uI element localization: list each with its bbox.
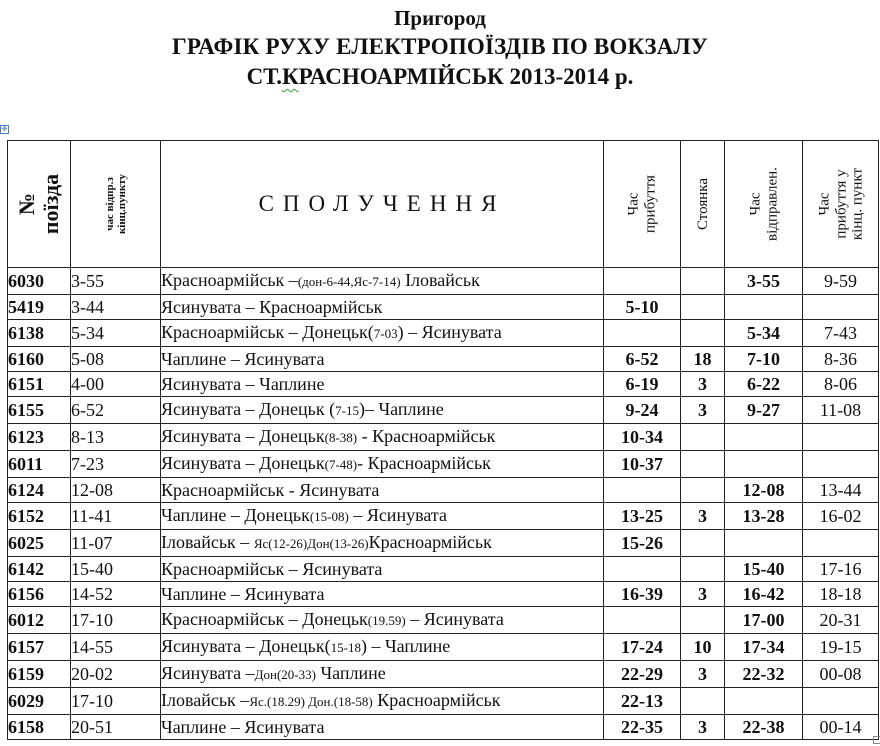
origin-departure-cell: 11-07 [71, 530, 161, 557]
train-number-cell: 6142 [8, 557, 71, 582]
table-row [8, 582, 879, 607]
route-cell [161, 582, 604, 607]
departure-cell: 17-00 [725, 607, 803, 634]
route-cell [161, 715, 604, 740]
origin-departure-cell: 15-40 [71, 557, 161, 582]
stop-duration-cell [681, 530, 725, 557]
header-line: Час [747, 192, 763, 216]
route-segment: Чаплине – Ясинувата [161, 717, 325, 737]
route-cell [161, 397, 604, 424]
destination-arrival-cell [803, 530, 879, 557]
table-row [8, 372, 879, 397]
table-row [8, 397, 879, 424]
stop-duration-cell: 3 [681, 372, 725, 397]
train-number-cell: 6030 [8, 268, 71, 295]
arrival-cell: 10-34 [604, 424, 681, 451]
table-row [8, 530, 879, 557]
route-segment: – Ясинувата [348, 505, 447, 525]
departure-cell: 9-27 [725, 397, 803, 424]
arrival-cell: 22-13 [604, 688, 681, 715]
arrival-cell [604, 268, 681, 295]
table-row [8, 503, 879, 530]
train-number-cell: 6156 [8, 582, 71, 607]
table-row [8, 320, 879, 347]
train-number-cell: 6123 [8, 424, 71, 451]
table-row [8, 347, 879, 372]
route-intermediate-times: 7-15 [335, 403, 359, 418]
route-intermediate-times: (дон-6-44,Яс-7-14) [297, 274, 401, 289]
destination-arrival-cell: 16-02 [803, 503, 879, 530]
stop-duration-cell [681, 424, 725, 451]
route-segment: Красноармійськ – Донецьк [161, 609, 368, 629]
stop-duration-cell: 3 [681, 715, 725, 740]
train-number-cell: 5419 [8, 295, 71, 320]
destination-arrival-cell [803, 424, 879, 451]
table-header-row [8, 141, 879, 268]
table-row [8, 688, 879, 715]
route-cell [161, 372, 604, 397]
arrival-cell: 22-35 [604, 715, 681, 740]
origin-departure-cell: 5-34 [71, 320, 161, 347]
arrival-cell: 6-52 [604, 347, 681, 372]
route-segment: ) – Ясинувата [397, 322, 502, 342]
arrival-cell: 6-19 [604, 372, 681, 397]
route-cell [161, 268, 604, 295]
arrival-cell: 17-24 [604, 634, 681, 661]
route-segment: Красноармійськ [368, 532, 492, 552]
origin-departure-cell: 7-23 [71, 451, 161, 478]
route-intermediate-times: 7-03 [373, 326, 398, 341]
route-intermediate-times: Дон(20-33) [254, 667, 316, 682]
route-cell [161, 557, 604, 582]
route-intermediate-times: Яс(12-26)Дон(13-26) [253, 536, 369, 551]
train-number-cell: 6160 [8, 347, 71, 372]
stop-duration-cell [681, 478, 725, 503]
table-row [8, 634, 879, 661]
route-segment: Іловайськ – [161, 532, 254, 552]
destination-arrival-cell: 8-36 [803, 347, 879, 372]
header-line: відправлен. [763, 167, 780, 241]
route-intermediate-times: (19.59) [367, 613, 406, 628]
doc-title-schedule: ГРАФІК РУХУ ЕЛЕКТРОПОЇЗДІВ ПО ВОКЗАЛУ [172, 34, 708, 59]
route-intermediate-times: (8-38) [324, 430, 358, 445]
departure-cell: 3-55 [725, 268, 803, 295]
route-segment: Красноармійськ [372, 690, 501, 710]
route-cell [161, 451, 604, 478]
origin-departure-cell: 17-10 [71, 688, 161, 715]
departure-cell: 12-08 [725, 478, 803, 503]
origin-departure-cell: 8-13 [71, 424, 161, 451]
arrival-cell: 15-26 [604, 530, 681, 557]
train-number-cell: 6138 [8, 320, 71, 347]
title-prefix: СТ. [246, 64, 282, 89]
departure-cell: 5-34 [725, 320, 803, 347]
route-segment: Іловайськ – [161, 690, 250, 710]
route-segment: Красноармійськ - Ясинувата [161, 480, 380, 500]
origin-departure-cell: 17-10 [71, 607, 161, 634]
col-header-route [161, 141, 604, 268]
arrival-cell: 22-29 [604, 661, 681, 688]
route-intermediate-times: (15-08) [309, 509, 349, 524]
route-segment: Красноармійськ – Ясинувата [161, 559, 383, 579]
header-line: кінц.пункту [115, 173, 128, 235]
header-line: СПОЛУЧЕННЯ [258, 191, 506, 216]
route-segment: Красноармійськ – Донецьк( [161, 322, 374, 342]
route-segment: Ясинувата – [161, 663, 255, 683]
train-number-cell: 6157 [8, 634, 71, 661]
origin-departure-cell: 20-02 [71, 661, 161, 688]
arrival-cell [604, 478, 681, 503]
stop-duration-cell [681, 268, 725, 295]
route-intermediate-times: (7-48) [324, 457, 358, 472]
route-segment: Ясинувата – Красноармійськ [161, 297, 383, 317]
stop-duration-cell: 3 [681, 503, 725, 530]
departure-cell [725, 530, 803, 557]
departure-cell: 16-42 [725, 582, 803, 607]
arrival-cell: 16-39 [604, 582, 681, 607]
destination-arrival-cell: 20-31 [803, 607, 879, 634]
header-line: Час [625, 192, 642, 216]
route-cell [161, 634, 604, 661]
schedule-table [7, 140, 879, 740]
departure-cell: 6-22 [725, 372, 803, 397]
departure-cell: 22-38 [725, 715, 803, 740]
stop-duration-cell [681, 607, 725, 634]
stop-duration-cell: 10 [681, 634, 725, 661]
departure-cell: 7-10 [725, 347, 803, 372]
col-header-departure [725, 141, 803, 268]
destination-arrival-cell [803, 295, 879, 320]
departure-cell: 17-34 [725, 634, 803, 661]
train-number-cell: 6155 [8, 397, 71, 424]
route-segment: Ясинувата – Чаплине [161, 374, 325, 394]
spellcheck-squiggle: К [281, 64, 299, 89]
origin-departure-cell: 4-00 [71, 372, 161, 397]
route-segment: Ясинувата – Донецьк [161, 453, 325, 473]
stop-duration-cell [681, 295, 725, 320]
arrival-cell: 9-24 [604, 397, 681, 424]
stop-duration-cell: 3 [681, 582, 725, 607]
origin-departure-cell: 14-52 [71, 582, 161, 607]
col-header-stop [681, 141, 725, 268]
route-segment: Ясинувата – Донецьк ( [161, 399, 336, 419]
departure-cell [725, 688, 803, 715]
table-move-handle-icon[interactable]: ✥ [1, 125, 8, 133]
route-segment: Красноармійськ – [161, 270, 298, 290]
route-cell [161, 530, 604, 557]
arrival-cell: 13-25 [604, 503, 681, 530]
destination-arrival-cell [803, 688, 879, 715]
route-segment: )– Чаплине [358, 399, 444, 419]
route-segment: Чаплине – Ясинувата [161, 349, 325, 369]
route-intermediate-times: 15-18 [330, 640, 361, 655]
header-line: прибуття [642, 175, 658, 233]
destination-arrival-cell [803, 451, 879, 478]
route-cell [161, 424, 604, 451]
route-segment: - Красноармійськ [357, 426, 496, 446]
destination-arrival-cell: 00-08 [803, 661, 879, 688]
route-segment: - Красноармійськ [357, 453, 491, 473]
destination-arrival-cell: 00-14 [803, 715, 879, 740]
col-header-arr-dest [803, 141, 879, 268]
route-segment: – Ясинувата [405, 609, 504, 629]
destination-arrival-cell: 18-18 [803, 582, 879, 607]
table-row [8, 557, 879, 582]
origin-departure-cell: 14-55 [71, 634, 161, 661]
train-number-cell: 6159 [8, 661, 71, 688]
origin-departure-cell: 20-51 [71, 715, 161, 740]
arrival-cell [604, 320, 681, 347]
destination-arrival-cell: 13-44 [803, 478, 879, 503]
table-resize-handle[interactable] [873, 736, 880, 744]
origin-departure-cell: 11-41 [71, 503, 161, 530]
train-number-cell: 6012 [8, 607, 71, 634]
origin-departure-cell: 3-55 [71, 268, 161, 295]
route-intermediate-times: Яс.(18.29) Дон.(18-58) [249, 694, 373, 709]
arrival-cell: 5-10 [604, 295, 681, 320]
stop-duration-cell: 3 [681, 397, 725, 424]
header-line: Стоянка [694, 177, 711, 231]
train-number-cell: 6152 [8, 503, 71, 530]
header-line: № [13, 192, 39, 216]
table-row [8, 478, 879, 503]
header-line: кінц. пункт [848, 167, 865, 241]
stop-duration-cell [681, 557, 725, 582]
origin-departure-cell: 12-08 [71, 478, 161, 503]
route-segment: Чаплине – Ясинувата [161, 584, 325, 604]
destination-arrival-cell: 19-15 [803, 634, 879, 661]
table-row [8, 451, 879, 478]
route-segment: Іловайськ [400, 270, 480, 290]
stop-duration-cell: 18 [681, 347, 725, 372]
table-row [8, 268, 879, 295]
train-number-cell: 6158 [8, 715, 71, 740]
departure-cell [725, 295, 803, 320]
doc-title-suburban: Пригород [394, 6, 486, 30]
route-cell [161, 295, 604, 320]
train-number-cell: 6151 [8, 372, 71, 397]
route-cell [161, 347, 604, 372]
table-row [8, 661, 879, 688]
train-number-cell: 6029 [8, 688, 71, 715]
col-header-train-no [8, 141, 71, 268]
destination-arrival-cell: 8-06 [803, 372, 879, 397]
title-rest: РАСНОАРМІЙСЬК 2013-2014 р. [298, 64, 634, 89]
route-cell [161, 503, 604, 530]
departure-cell [725, 451, 803, 478]
arrival-cell [604, 607, 681, 634]
train-number-cell: 6025 [8, 530, 71, 557]
route-cell [161, 607, 604, 634]
route-segment: Ясинувата – Донецьк( [161, 636, 331, 656]
route-segment: ) – Чаплине [360, 636, 451, 656]
origin-departure-cell: 5-08 [71, 347, 161, 372]
route-cell [161, 688, 604, 715]
route-cell [161, 661, 604, 688]
table-row [8, 295, 879, 320]
header-line: Час [815, 192, 832, 216]
train-number-cell: 6124 [8, 478, 71, 503]
destination-arrival-cell: 7-43 [803, 320, 879, 347]
header-line: прибуття у [832, 169, 849, 239]
arrival-cell [604, 557, 681, 582]
departure-cell: 15-40 [725, 557, 803, 582]
header-line: час відпр.з [103, 177, 116, 231]
departure-cell: 13-28 [725, 503, 803, 530]
table-row [8, 715, 879, 740]
col-header-dep-origin [71, 141, 161, 268]
route-segment: Чаплине – Донецьк [161, 505, 310, 525]
destination-arrival-cell: 11-08 [803, 397, 879, 424]
train-number-cell: 6011 [8, 451, 71, 478]
destination-arrival-cell: 9-59 [803, 268, 879, 295]
table-row [8, 607, 879, 634]
origin-departure-cell: 3-44 [71, 295, 161, 320]
destination-arrival-cell: 17-16 [803, 557, 879, 582]
stop-duration-cell: 3 [681, 661, 725, 688]
stop-duration-cell [681, 451, 725, 478]
route-segment: Ясинувата – Донецьк [161, 426, 325, 446]
stop-duration-cell [681, 688, 725, 715]
route-cell [161, 478, 604, 503]
route-cell [161, 320, 604, 347]
stop-duration-cell [681, 320, 725, 347]
route-segment: Чаплине [315, 663, 386, 683]
header-line: поїзда [38, 173, 63, 235]
origin-departure-cell: 6-52 [71, 397, 161, 424]
departure-cell: 22-32 [725, 661, 803, 688]
doc-title-station [0, 64, 880, 90]
col-header-arrival [604, 141, 681, 268]
table-row [8, 424, 879, 451]
departure-cell [725, 424, 803, 451]
arrival-cell: 10-37 [604, 451, 681, 478]
